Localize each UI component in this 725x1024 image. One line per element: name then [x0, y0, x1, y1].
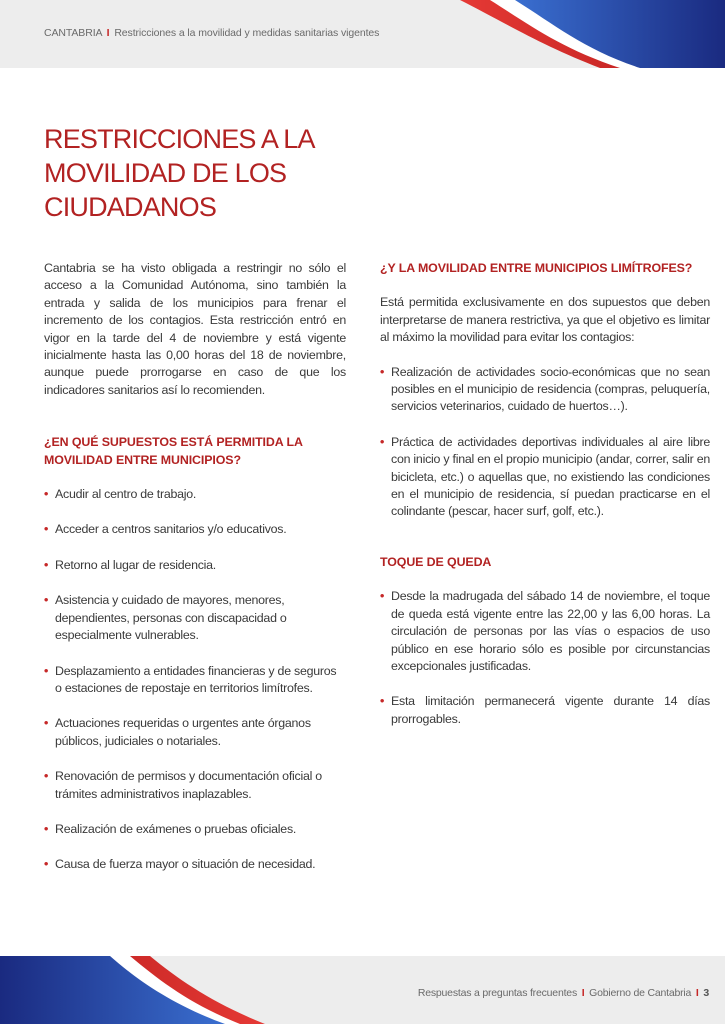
toque-de-queda-list: [380, 588, 710, 728]
list-item: • Asistencia y cuidado de mayores, menores, dependientes, personas con discapacidad o especialmente vulnerables.: [44, 592, 304, 644]
footer-caption: [418, 987, 709, 999]
intro-paragraph: Cantabria se ha visto obligada a restringir no sólo el acceso a la Comunidad Autónoma, sino también la entrada y salida de los municipios para frenar el incremento de los contagios. Esta restricción entró en vigor en la tarde del 4 de noviembre y está vigente inicialmente hasta las 0,00 horas del 18 de noviembre, aunque puede prorrogarse en caso de que los indicadores sanitarios así lo recomienden.: [44, 261, 346, 397]
page-header: [0, 0, 725, 68]
right-column: [380, 260, 710, 728]
header-separator: I: [106, 27, 110, 39]
list-item: • Esta limitación permanecerá vigente durante 14 días prorrogables.: [380, 693, 710, 728]
section-heading-toque-de-queda: TOQUE DE QUEDA: [380, 554, 492, 569]
list-item: • Práctica de actividades deportivas individuales al aire libre con inicio y final en el propio municipio (andar, correr, salir en bicicleta, etc.) o aquellas que, no existiendo las condiciones en el municipio de residencia, sí puedan practicarse en el colindante (pescar, hacer surf, golf, etc.).: [380, 434, 710, 521]
list-item: • Desplazamiento a entidades financieras y de seguros o estaciones de repostaje en territorios limítrofes.: [44, 663, 346, 698]
footer-text-faq: Respuestas a preguntas frecuentes: [417, 987, 577, 999]
footer-text-gobierno: Gobierno de Cantabria: [589, 987, 692, 999]
page-number: 3: [703, 987, 709, 999]
header-region: CANTABRIA: [44, 27, 102, 39]
list-item: • Realización de actividades socio-económicas que no sean posibles en el municipio de residencia (compras, peluquería, servicios veterinarios, cuidado de huertos…).: [380, 364, 710, 416]
list-item: • Renovación de permisos y documentación oficial o trámites administrativos inaplazables.: [44, 768, 346, 803]
left-column: [44, 260, 346, 874]
limitrofes-intro: Está permitida exclusivamente en dos supuestos que deben interpretarse de manera restrictiva, ya que el objetivo es limitar al máximo la movilidad para evitar los contagios:: [380, 295, 710, 345]
page-footer: [0, 956, 725, 1024]
section-heading-limitrofes: ¿Y LA MOVILIDAD ENTRE MUNICIPIOS LIMÍTROFES?: [380, 261, 693, 275]
footer-separator: I: [695, 987, 699, 999]
header-subtitle: Restricciones a la movilidad y medidas sanitarias vigentes: [114, 27, 380, 39]
list-item: • Desde la madrugada del sábado 14 de noviembre, el toque de queda está vigente entre las 22,00 y las 6,00 horas. La circulación de personas por las vías o espacios de uso público en ese horario sólo es posible por circunstancias excepcionales justificadas.: [380, 588, 710, 675]
list-item: • Actuaciones requeridas o urgentes ante órganos públicos, judiciales o notariales.: [44, 715, 314, 750]
footer-separator: I: [581, 987, 585, 999]
page-title: RESTRICCIONES A LA MOVILIDAD DE LOS CIUDADANOS: [44, 124, 314, 222]
list-item: • Realización de exámenes o pruebas oficiales.: [44, 821, 346, 838]
limitrofes-list: [380, 364, 710, 521]
supuestos-list: [44, 486, 346, 874]
section-heading-supuestos: ¿EN QUÉ SUPUESTOS ESTÁ PERMITIDA LA MOVILIDAD ENTRE MUNICIPIOS?: [44, 435, 303, 467]
list-item: • Causa de fuerza mayor o situación de necesidad.: [44, 856, 346, 873]
list-item: • Acceder a centros sanitarios y/o educativos.: [44, 521, 346, 538]
header-title: [44, 27, 379, 39]
list-item: • Retorno al lugar de residencia.: [44, 557, 346, 574]
list-item: • Acudir al centro de trabajo.: [44, 486, 346, 503]
